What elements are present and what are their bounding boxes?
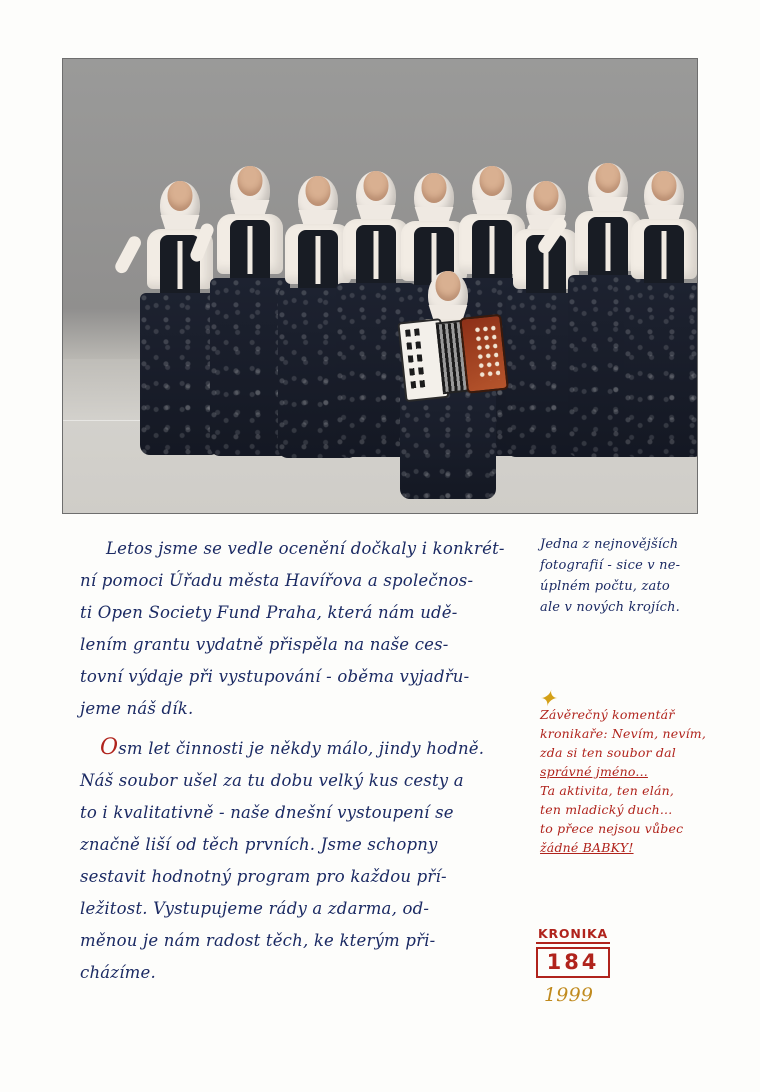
text-line: ti Open Society Fund Praha, která nám udě- [80, 603, 458, 622]
text-line: ní pomoci Úřadu města Havířova a společnos- [80, 571, 474, 590]
accordion-icon [397, 312, 508, 398]
text-line: zda si ten soubor dal [540, 745, 676, 760]
star-icon: ✦ [538, 687, 557, 712]
text-line: Jedna z nejnovějších [540, 537, 679, 552]
main-handwritten-text [80, 534, 528, 990]
text-line: kronikaře: Nevím, nevím, [540, 726, 707, 741]
text-line: Ta aktivita, ten elán, [540, 783, 675, 798]
text-line: ale v nových krojích. [540, 600, 680, 615]
chronicler-closing-note [538, 687, 730, 857]
text-line: sm let činnosti je někdy málo, jindy hodně. [118, 739, 485, 758]
stamp-year: 1999 [544, 984, 594, 1006]
text-line: ležitost. Vystupujeme rády a zdarma, od- [80, 899, 430, 918]
chronicle-stamp [536, 926, 610, 1006]
photograph [62, 58, 698, 514]
text-line: sestavit hodnotný program pro každou pří- [80, 867, 447, 886]
drop-cap: O [100, 735, 119, 760]
photo-caption-note [540, 534, 718, 618]
stamp-page-number: 184 [536, 947, 610, 978]
text-line: značně liší od těch prvních. Jsme schopny [80, 835, 438, 854]
text-line: úplném počtu, zato [540, 579, 670, 594]
text-line: to i kvalitativně - naše dnešní vystoupení se [80, 803, 454, 822]
text-line: ten mladický duch... [540, 802, 673, 817]
singer-figure [619, 171, 698, 511]
stamp-title: KRONIKA [536, 926, 610, 944]
text-line: Letos jsme se vedle ocenění dočkaly i konkrét- [106, 539, 505, 558]
text-line: Závěrečný komentář [540, 707, 675, 722]
text-line: tovní výdaje při vystupování - oběma vyjadřu- [80, 667, 470, 686]
text-line: jeme náš dík. [80, 699, 194, 718]
text-line: žádné BABKY! [540, 840, 634, 855]
text-line: cházíme. [80, 963, 156, 982]
text-line: Náš soubor ušel za tu dobu velký kus cesty a [80, 771, 464, 790]
text-line: měnou je nám radost těch, ke kterým při- [80, 931, 436, 950]
text-line: lením grantu vydatně přispěla na naše ces- [80, 635, 449, 654]
text-line: správné jméno... [540, 764, 648, 779]
text-line: fotografií - sice v ne- [540, 558, 681, 573]
text-line: to přece nejsou vůbec [540, 821, 684, 836]
text-line-with-dropcap [80, 734, 528, 764]
